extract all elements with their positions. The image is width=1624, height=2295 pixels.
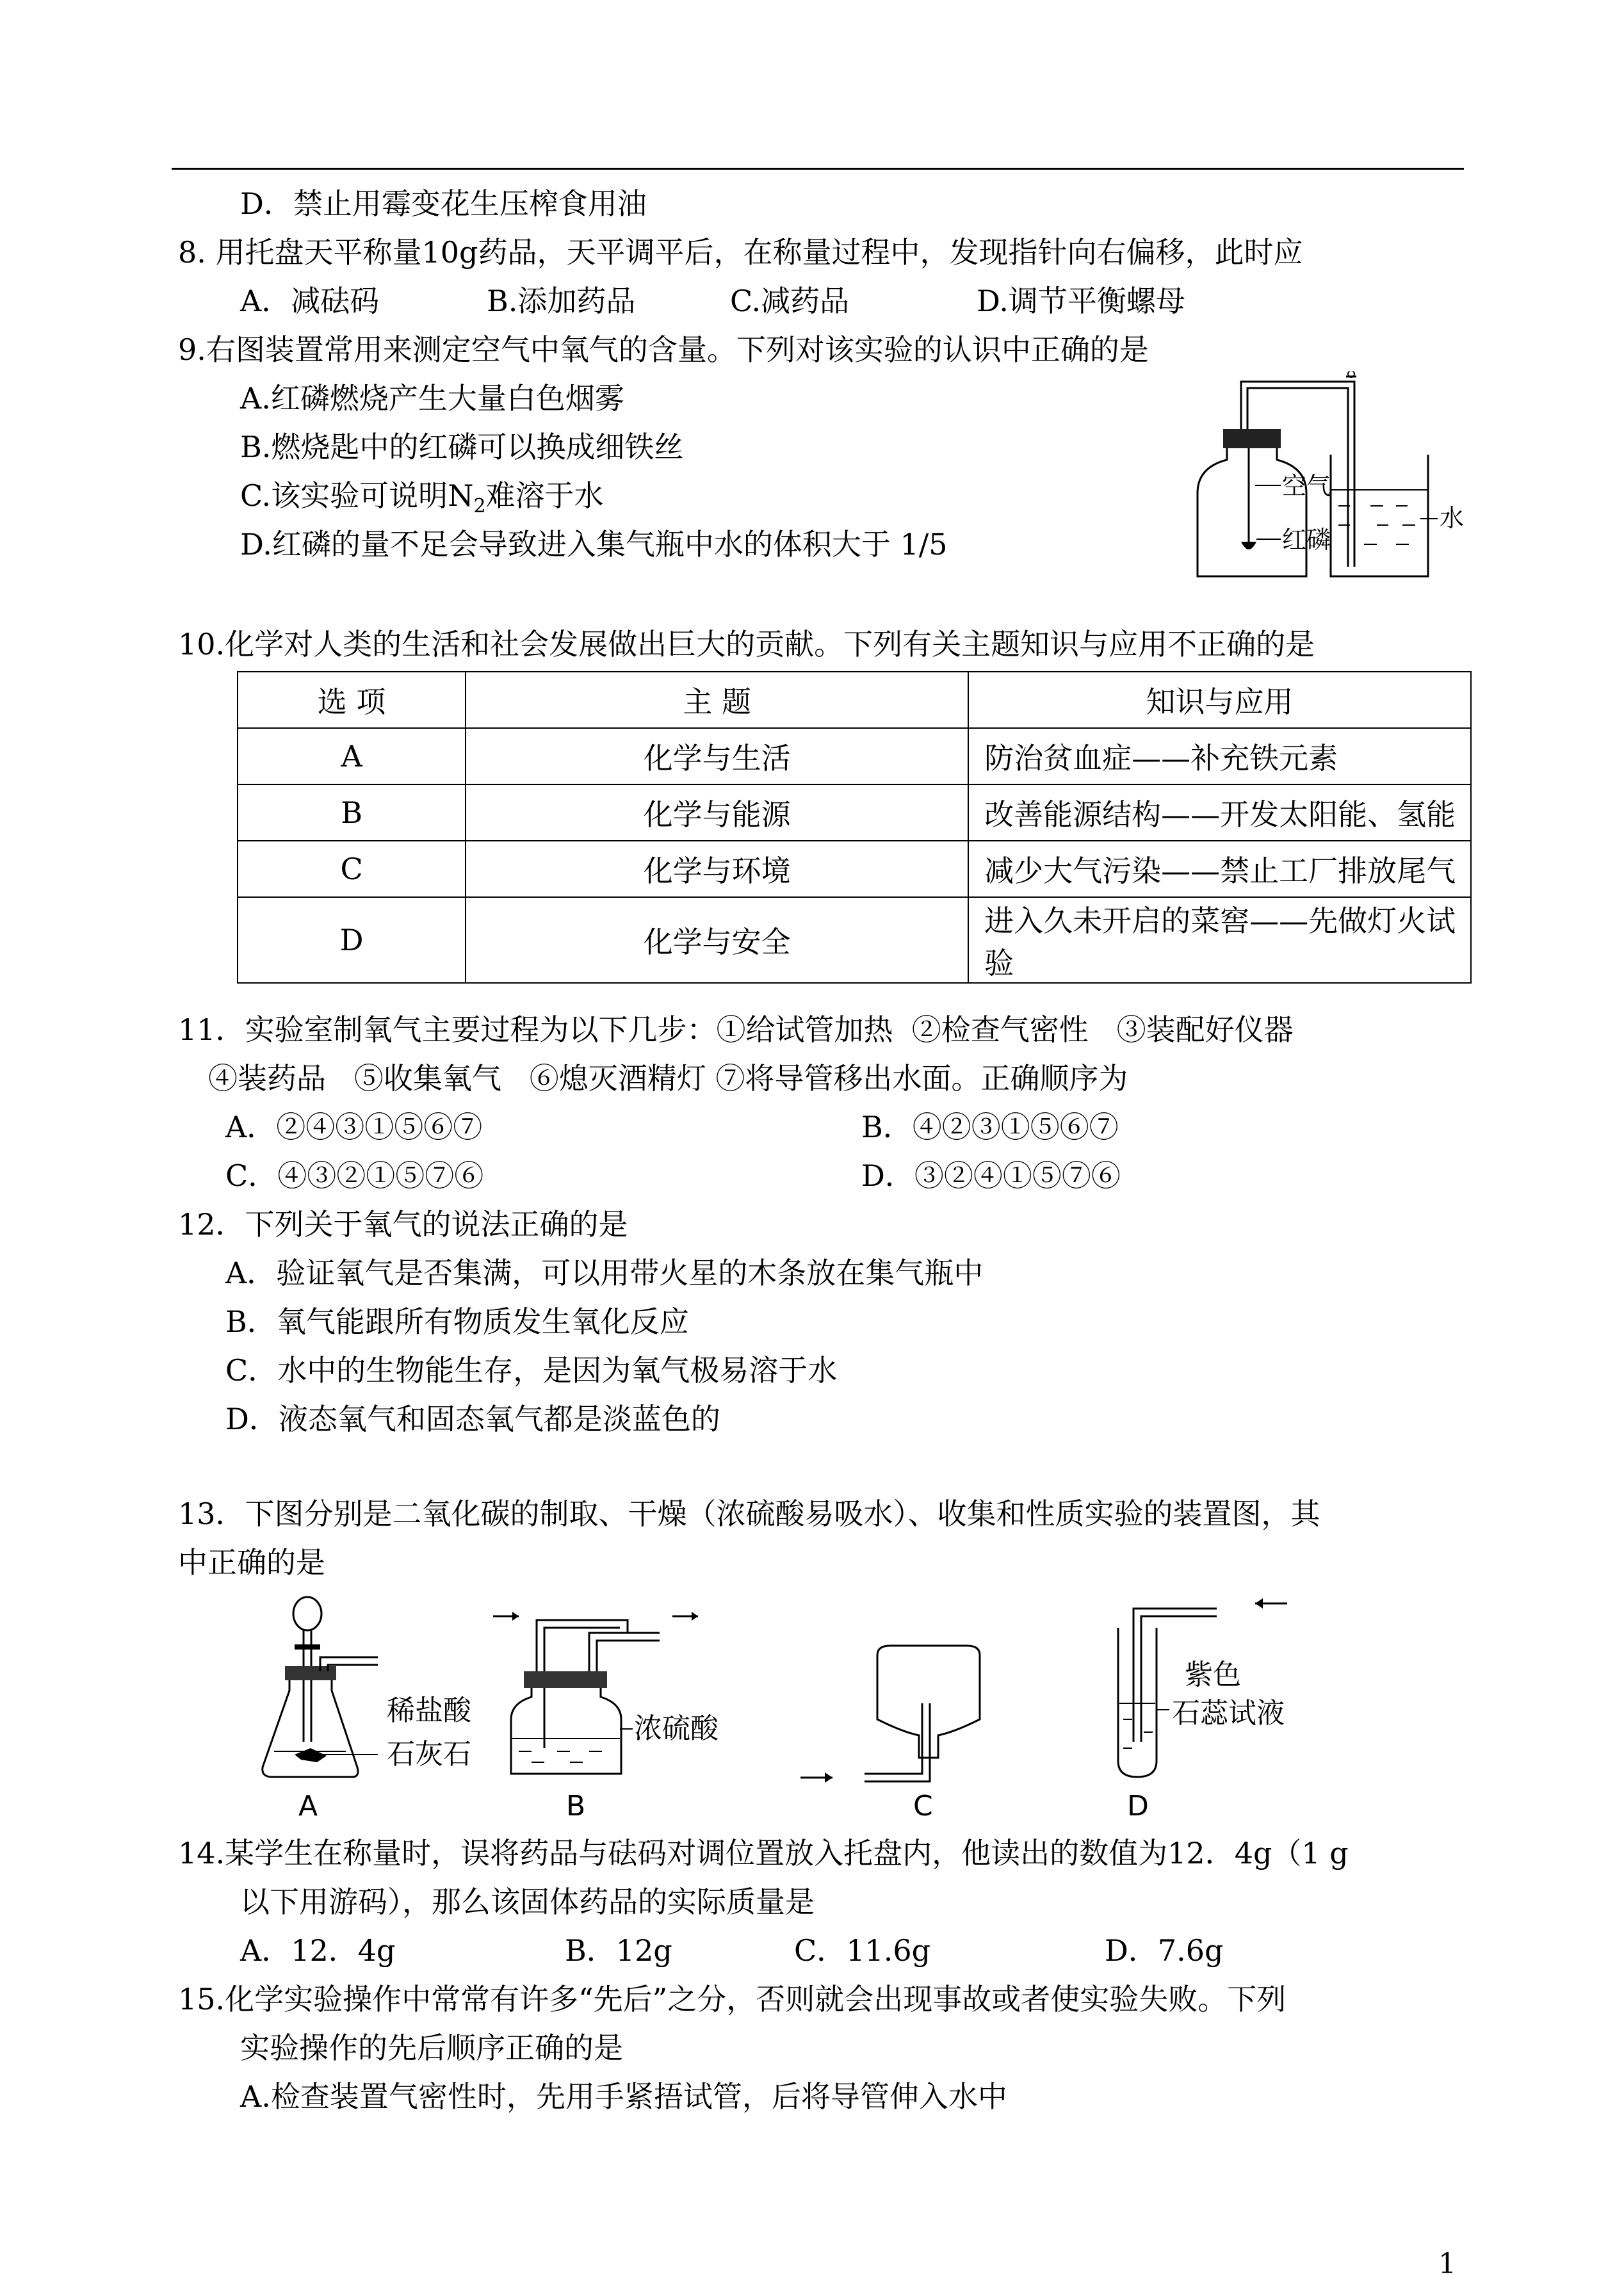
- q11-option-d: D．③②④①⑤⑦⑥: [861, 1158, 1121, 1193]
- label-b: B: [566, 1790, 586, 1822]
- table-header: 知识与应用: [968, 672, 1471, 728]
- q12-stem: 12．下列关于氧气的说法正确的是: [178, 1207, 628, 1242]
- q9-option-a: A.红磷燃烧产生大量白色烟雾: [240, 381, 624, 416]
- label-purple: 紫色: [1185, 1658, 1241, 1691]
- q7-option-d: D．禁止用霉变花生压榨食用油: [240, 186, 647, 221]
- q14-option-c: C．11.6g: [794, 1933, 931, 1968]
- q11-option-a: A．②④③①⑤⑥⑦: [225, 1110, 483, 1144]
- table-cell: 改善能源结构——开发太阳能、氢能: [968, 784, 1471, 841]
- q8-option-b: B.添加药品: [487, 284, 636, 318]
- label-water: 水: [1440, 504, 1465, 532]
- q13-apparatus-figure: [250, 1594, 1370, 1825]
- label-conc-sulfuric: 浓硫酸: [634, 1712, 719, 1745]
- table-header-row: [238, 672, 1471, 728]
- q15-stem-line2: 实验操作的先后顺序正确的是: [240, 2031, 623, 2065]
- label-a: A: [298, 1790, 318, 1822]
- label-litmus: 石蕊试液: [1172, 1697, 1285, 1730]
- q9-option-b: B.燃烧匙中的红磷可以换成细铁丝: [240, 430, 684, 464]
- q14-option-d: D．7.6g: [1105, 1933, 1224, 1968]
- q8-option-a: A．减砝码: [240, 284, 380, 318]
- table-cell: 防治贫血症——补充铁元素: [968, 728, 1471, 784]
- table-row: [238, 784, 1471, 841]
- apparatus-d: [1118, 1598, 1287, 1822]
- table-cell: C: [238, 841, 466, 897]
- q9-stem: 9.右图装置常用来测定空气中氧气的含量。下列对该实验的认识中正确的是: [178, 332, 1149, 367]
- table-cell: 化学与能源: [466, 784, 968, 841]
- q14-stem-line2: 以下用游码），那么该固体药品的实际质量是: [240, 1885, 815, 1919]
- q15-stem-line1: 15.化学实验操作中常常有许多“先后”之分，否则就会出现事故或者使实验失败。下列: [178, 1982, 1287, 2016]
- q11-stem-line1: 11．实验室制氧气主要过程为以下几步：①给试管加热 ②检查气密性 ③装配好仪器: [178, 1012, 1294, 1047]
- table-row: [238, 897, 1471, 983]
- table-cell: 进入久未开启的菜窖——先做灯火试验: [968, 897, 1471, 983]
- table-cell: D: [238, 897, 466, 983]
- apparatus-b: [493, 1612, 719, 1822]
- q13-stem-line1: 13．下图分别是二氧化碳的制取、干燥（浓硫酸易吸水）、收集和性质实验的装置图，其: [178, 1496, 1320, 1531]
- q9-option-c: C.该实验可说明$N_2$难溶于水: [240, 478, 604, 518]
- q14-option-b: B．12g: [565, 1933, 672, 1968]
- header-rule: [172, 168, 1464, 170]
- q12-option-d: D．液态氧气和固态氧气都是淡蓝色的: [225, 1402, 720, 1436]
- table-cell: 化学与安全: [466, 897, 968, 983]
- label-air: 空气: [1282, 472, 1331, 500]
- table-header: 主 题: [466, 672, 968, 728]
- label-phosphorus: 红磷: [1282, 526, 1331, 554]
- q12-option-a: A．验证氧气是否集满，可以用带火星的木条放在集气瓶中: [225, 1256, 984, 1290]
- table-cell: A: [238, 728, 466, 784]
- q12-option-c: C．水中的生物能生存，是因为氧气极易溶于水: [225, 1353, 838, 1388]
- q8-option-c: C.减药品: [730, 284, 850, 318]
- label-dilute-hcl: 稀盐酸: [387, 1694, 471, 1727]
- apparatus-c: [800, 1646, 980, 1822]
- table-cell: 化学与生活: [466, 728, 968, 784]
- q9-apparatus-figure: [1185, 371, 1473, 589]
- q11-option-b: B．④②③①⑤⑥⑦: [861, 1110, 1119, 1144]
- q12-option-b: B．氧气能跟所有物质发生氧化反应: [225, 1304, 689, 1339]
- q9-option-d: D.红磷的量不足会导致进入集气瓶中水的体积大于 1/5: [240, 527, 948, 562]
- q8-stem: 8. 用托盘天平称量10g药品，天平调平后，在称量过程中，发现指针向右偏移，此时应: [178, 235, 1303, 270]
- label-c: C: [913, 1790, 933, 1822]
- q10-stem: 10.化学对人类的生活和社会发展做出巨大的贡献。下列有关主题知识与应用不正确的是: [178, 627, 1315, 661]
- q11-stem-line2: ④装药品 ⑤收集氧气 ⑥熄灭酒精灯 ⑦将导管移出水面。正确顺序为: [208, 1061, 1128, 1096]
- label-limestone: 石灰石: [387, 1738, 471, 1771]
- table-header: 选 项: [238, 672, 466, 728]
- q13-stem-line2: 中正确的是: [178, 1545, 325, 1580]
- q14-stem-line1: 14.某学生在称量时，误将药品与砝码对调位置放入托盘内，他读出的数值为12．4g（1 g: [178, 1836, 1349, 1870]
- q11-option-c: C．④③②①⑤⑦⑥: [225, 1158, 484, 1193]
- table-row: [238, 841, 1471, 897]
- apparatus-a: [263, 1597, 472, 1822]
- label-d: D: [1127, 1790, 1149, 1822]
- table-row: [238, 728, 1471, 784]
- table-cell: 化学与环境: [466, 841, 968, 897]
- table-cell: B: [238, 784, 466, 841]
- q10-table: [237, 671, 1472, 984]
- table-cell: 减少大气污染——禁止工厂排放尾气: [968, 841, 1471, 897]
- q15-option-a: A.检查装置气密性时，先用手紧捂试管，后将导管伸入水中: [240, 2079, 1007, 2114]
- page-number: 1: [1438, 2248, 1456, 2280]
- q8-option-d: D.调节平衡螺母: [977, 284, 1185, 318]
- q14-option-a: A．12．4g: [240, 1933, 396, 1968]
